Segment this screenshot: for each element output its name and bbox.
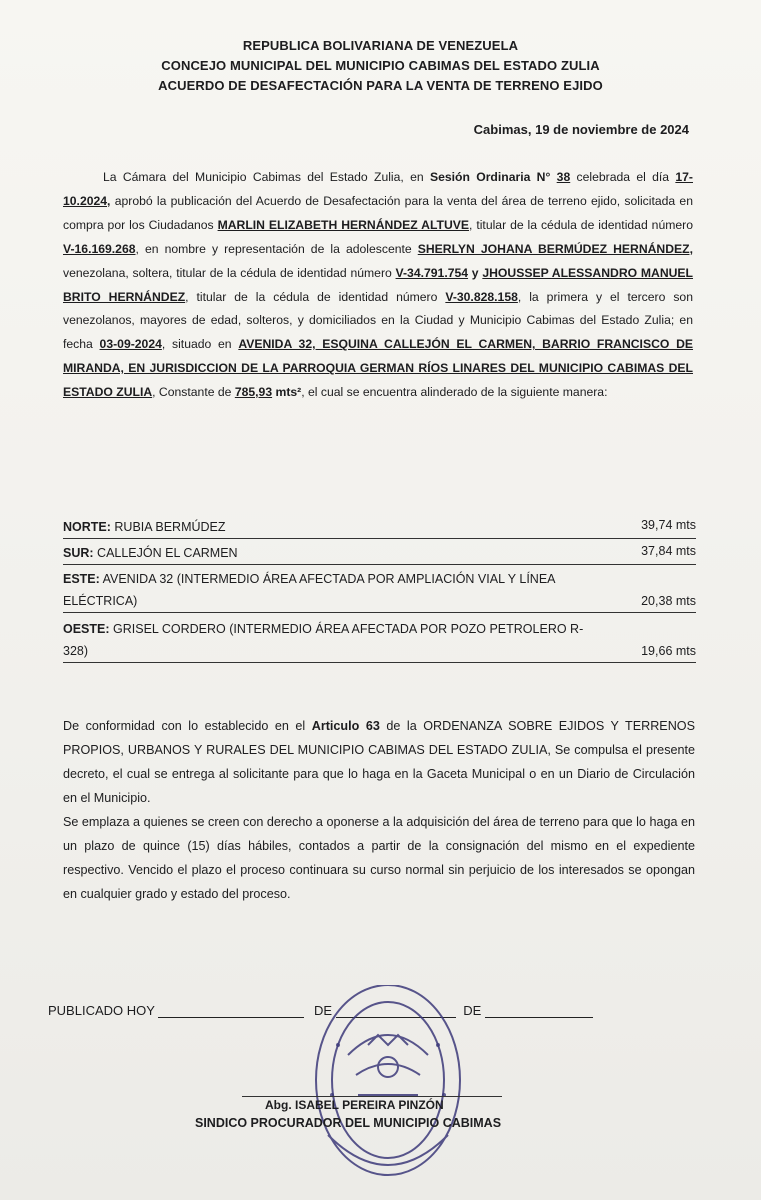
body-text: , titular de la cédula de identidad número: [185, 289, 446, 304]
published-label: PUBLICADO HOY: [48, 1003, 155, 1018]
body-text: celebrada el día: [570, 170, 676, 184]
id-number-1: V-16.169.268: [63, 241, 136, 256]
body-text: , la primera y el tercero son venezolanos, mayores de edad, solteros, y domiciliados en la Ciudad y Municipio Cabimas del Estado Zulia; en fecha: [63, 289, 693, 352]
boundary-text: CALLEJÓN EL CARMEN: [93, 546, 238, 560]
boundary-east: [63, 568, 696, 614]
published-day-blank: [158, 1002, 304, 1018]
boundary-measure: 20,38 mts: [641, 594, 696, 608]
document-header: [0, 36, 761, 96]
boundary-label: ESTE:: [63, 572, 100, 586]
id-number-3: V-30.828.158: [445, 289, 518, 304]
body-text: , titular de la cédula de identidad número: [469, 217, 693, 232]
published-de-2: DE: [463, 1003, 482, 1018]
legal-section: [63, 714, 695, 906]
body-text: aprobó la publicación del Acuerdo de Desafectación para la venta del área de terreno ejido, solicitada en compra por los Ciudadanos: [63, 193, 693, 232]
boundary-text: GRISEL CORDERO (INTERMEDIO ÁREA AFECTADA POR POZO PETROLERO R-: [109, 622, 584, 636]
boundary-measure: 39,74 mts: [641, 518, 696, 532]
boundary-measure: 19,66 mts: [641, 644, 696, 658]
header-line-2: CONCEJO MUNICIPAL DEL MUNICIPIO CABIMAS DEL ESTADO ZULIA: [161, 58, 600, 73]
boundary-label: SUR:: [63, 546, 94, 560]
applicant-name-2: SHERLYN JOHANA BERMÚDEZ HERNÁNDEZ,: [417, 241, 693, 256]
signature-line: [242, 1096, 502, 1097]
body-text: , Constante de: [152, 385, 235, 400]
session-number: 38: [556, 170, 571, 184]
body-text: venezolana, soltera, titular de la cédula de identidad número: [63, 265, 396, 280]
session-date: 17-10.2024,: [63, 170, 693, 208]
request-date: 03-09-2024: [99, 337, 162, 352]
legal-text: de la ORDENANZA SOBRE EJIDOS Y TERRENOS PROPIOS, URBANOS Y RURALES DEL MUNICIPIO CABIMAS DEL ESTADO ZULIA, Se compulsa el presente decreto, el cual se entrega al solicitante para que lo haga en la Gaceta Municipal o en un Diario de Circulación en el Municipio.: [63, 719, 695, 805]
published-year-blank: [485, 1002, 593, 1018]
boundary-west: [63, 618, 696, 664]
boundary-text: AVENIDA 32 (INTERMEDIO ÁREA AFECTADA POR AMPLIACIÓN VIAL Y LÍNEA: [99, 572, 556, 586]
legal-text: De conformidad con lo establecido en el: [63, 719, 312, 733]
boundary-south: [63, 542, 696, 564]
boundary-text-cont: 328): [63, 644, 89, 658]
boundary-label: OESTE:: [63, 622, 110, 636]
boundary-measure: 37,84 mts: [641, 544, 696, 558]
boundaries-list: [63, 516, 696, 664]
boundary-text-cont: ELÉCTRICA): [63, 594, 138, 608]
boundary-label: NORTE:: [63, 520, 111, 534]
article-reference: Articulo 63: [311, 719, 380, 733]
body-text: La Cámara del Municipio Cabimas del Estado Zulia, en: [103, 170, 430, 184]
area-unit: mts²: [272, 385, 302, 400]
body-text: y: [468, 265, 483, 280]
property-location: AVENIDA 32, ESQUINA CALLEJÓN EL CARMEN, BARRIO FRANCISCO DE MIRANDA, EN JURISDICCION DE LA PARROQUIA GERMAN RÍOS LINARES DEL MUNICIPIO CABIMAS DEL ESTADO ZULIA: [63, 337, 694, 400]
boundary-north: [63, 516, 696, 538]
property-area: 785,93: [234, 385, 273, 400]
body-paragraph: [63, 166, 693, 405]
signatory-title: SINDICO PROCURADOR DEL MUNICIPIO CABIMAS: [195, 1116, 502, 1130]
body-text: , situado en: [161, 337, 239, 352]
id-number-2: V-34.791.754: [395, 265, 469, 280]
boundary-text: RUBIA BERMÚDEZ: [110, 520, 226, 534]
body-text: , el cual se encuentra alinderado de la siguiente manera:: [301, 385, 608, 400]
document-date: Cabimas, 19 de noviembre de 2024: [473, 122, 689, 137]
legal-paragraph-1: [63, 714, 695, 810]
session-label: Sesión Ordinaria N°: [429, 170, 551, 184]
header-line-3: ACUERDO DE DESAFECTACIÓN PARA LA VENTA DE TERRENO EJIDO: [158, 78, 603, 93]
signatory-name: Abg. ISABEL PEREIRA PINZÓN: [265, 1098, 444, 1112]
applicant-name-1: MARLIN ELIZABETH HERNÁNDEZ ALTUVE: [217, 217, 470, 232]
municipal-seal: [308, 985, 468, 1195]
published-de-1: DE: [313, 1003, 332, 1018]
applicant-name-3: JHOUSSEP ALESSANDRO MANUEL BRITO HERNÁNDEZ: [63, 265, 693, 304]
header-line-1: REPUBLICA BOLIVARIANA DE VENEZUELA: [242, 38, 519, 53]
body-text: , en nombre y representación de la adolescente: [135, 241, 418, 256]
legal-paragraph-2: Se emplaza a quienes se creen con derecho a oponerse a la adquisición del área de terreno para que lo haga en un plazo de quince (15) días hábiles, contados a partir de la consignación del mismo en el expediente respectivo. Vencido el plazo el proceso continuara su curso normal sin perjuicio de los interesados se opongan en cualquier grado y estado del proceso.: [63, 815, 695, 901]
